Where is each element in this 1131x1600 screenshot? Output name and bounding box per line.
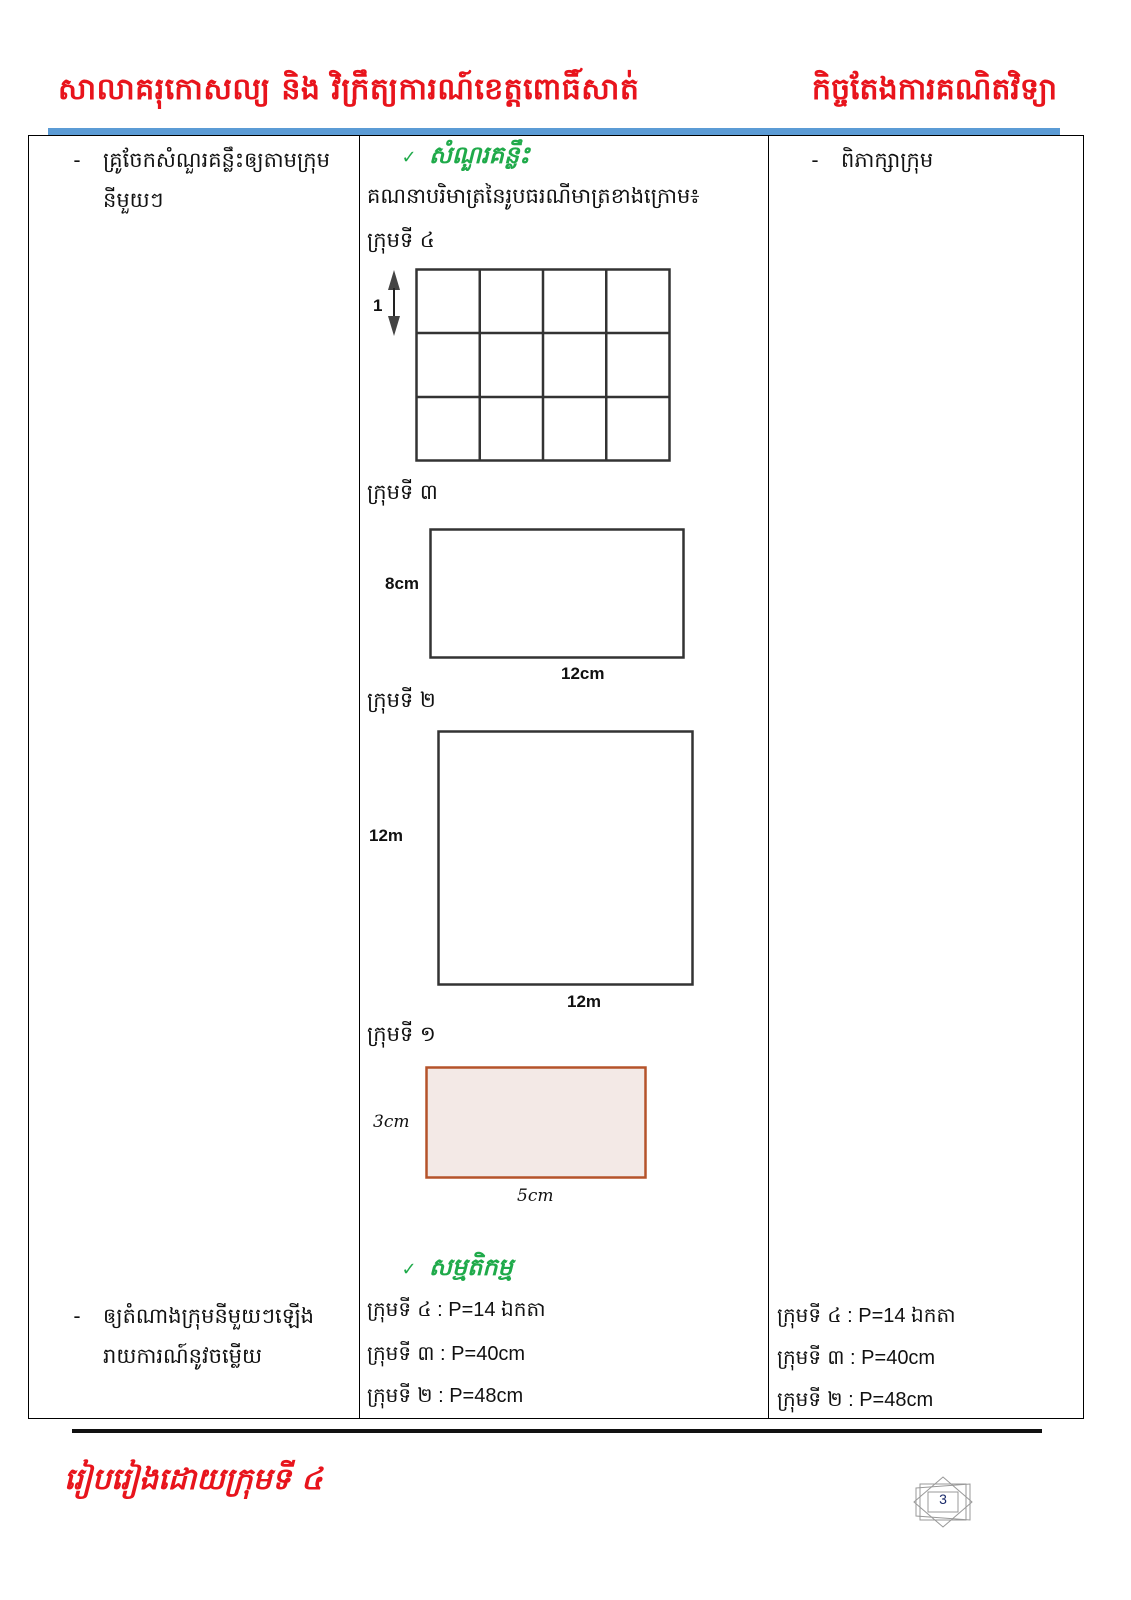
- width-label: 12m: [567, 992, 602, 1011]
- group-label: ក្រុមទី ៣: [367, 480, 438, 504]
- lesson-table: [28, 135, 1084, 1419]
- footer-divider: [72, 1429, 1042, 1433]
- student-answer-row: ក្រុមទី ៣ : P=40cm: [777, 1345, 936, 1369]
- square-figure: [437, 730, 695, 987]
- rectangle-figure: [429, 528, 685, 659]
- teacher-activity-text: ឲ្យតំណាងក្រុមនីមួយៗឡើង រាយការណ៍នូវចម្លើយ: [103, 1304, 314, 1368]
- teacher-activity-1: [51, 140, 351, 220]
- content-column: [359, 136, 769, 1418]
- width-label: 5cm: [517, 1186, 554, 1206]
- group-label: ក្រុមទី ២: [367, 688, 436, 712]
- school-title: សាលាគរុកោសល្យ និង វិក្រឹត្យការណ៍ខេត្តពោធិ៍សាត់: [58, 72, 640, 107]
- bullet-dash: -: [73, 1304, 81, 1328]
- activity-heading: ✓ សម្មតិកម្ម: [389, 1252, 513, 1287]
- teacher-activity-2: [51, 1296, 351, 1376]
- prepared-by-text: រៀបរៀងដោយក្រុមទី ៤: [64, 1462, 323, 1497]
- width-label: 12cm: [561, 664, 605, 683]
- checkmark-icon: ✓: [401, 1259, 417, 1280]
- bullet-dash: -: [811, 148, 819, 172]
- student-activity-text: ពិភាក្សាក្រុម: [841, 148, 934, 172]
- bullet-dash: -: [73, 148, 81, 172]
- page-number: 3: [939, 1491, 947, 1507]
- answer-row: ក្រុមទី ២ : P=48cm: [367, 1383, 524, 1407]
- double-arrow-icon: [387, 270, 401, 336]
- instruction-text: គណនាបរិមាត្រនៃរូបធរណីមាត្រខាងក្រោម៖: [367, 184, 700, 208]
- grid-figure: [415, 268, 671, 462]
- height-label: 8cm: [385, 574, 420, 593]
- group-label: ក្រុមទី ៤: [367, 228, 435, 252]
- student-answer-row: ក្រុមទី ៤ : P=14 ឯកតា: [777, 1303, 956, 1327]
- teacher-activity-text: គ្រូចែកសំណួរគន្លឹះឲ្យតាមក្រុម នីមួយៗ: [103, 148, 330, 212]
- group-label: ក្រុមទី ១: [367, 1022, 436, 1046]
- unit-label: 1: [373, 296, 383, 315]
- answer-row: ក្រុមទី ៤ : P=14 ឯកតា: [367, 1297, 546, 1321]
- student-activities-column: [769, 136, 1083, 1418]
- document-title: កិច្ចតែងការគណិតវិទ្យា: [811, 72, 1057, 107]
- checkmark-icon: ✓: [401, 147, 417, 168]
- student-answer-row: ក្រុមទី ២ : P=48cm: [777, 1387, 934, 1411]
- header-divider: [48, 128, 1060, 135]
- page-number-badge: [912, 1476, 974, 1528]
- height-label: 3cm: [373, 1112, 410, 1132]
- student-activity-1: [789, 140, 933, 180]
- height-label: 12m: [369, 826, 404, 845]
- teacher-activities-column: [29, 136, 360, 1418]
- key-question-heading: ✓ សំណួរគន្លឹះ: [389, 140, 530, 175]
- answer-row: ក្រុមទី ៣ : P=40cm: [367, 1341, 526, 1365]
- filled-rectangle-figure: [425, 1066, 647, 1180]
